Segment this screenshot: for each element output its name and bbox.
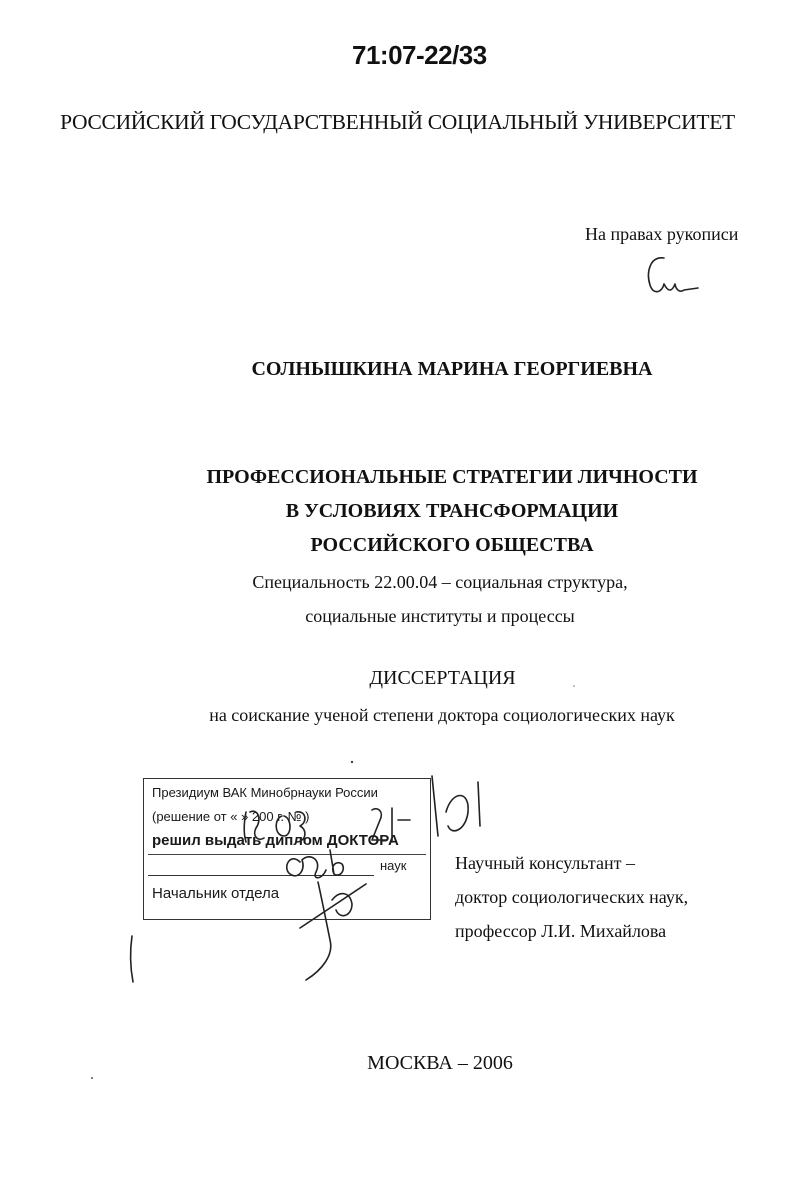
edge-numbers-handwriting: [432, 776, 480, 836]
stamp-line-head: Начальник отдела: [152, 885, 280, 902]
manuscript-note: На правах рукописи: [585, 224, 739, 244]
stamp-divider: [148, 854, 426, 855]
title-line: РОССИЙСКОГО ОБЩЕСТВА: [310, 534, 594, 556]
specialty-line: Специальность 22.00.04 – социальная структура,: [252, 572, 628, 592]
degree-line: на соискание ученой степени доктора социологических наук: [209, 705, 675, 725]
stamp-line-diploma: решил выдать диплом ДОКТОРА: [152, 832, 399, 849]
stamp-field-line: [148, 875, 374, 876]
specialty-line: социальные институты и процессы: [305, 606, 575, 626]
stamp-line-decision: (решение от « » 200 г. № ): [152, 809, 310, 824]
specialty: [0, 565, 795, 633]
ink-dot: [351, 761, 353, 763]
title-line: В УСЛОВИЯХ ТРАНСФОРМАЦИИ: [285, 500, 619, 522]
consultant-line: доктор социологических наук,: [455, 887, 689, 907]
margin-stroke: [131, 936, 133, 982]
consultant-line: Научный консультант –: [455, 853, 635, 873]
author-signature: [649, 258, 698, 292]
dissertation-title: [0, 460, 795, 562]
city-year: МОСКВА – 2006: [367, 1052, 513, 1074]
scientific-consultant: [455, 846, 688, 948]
author-name: СОЛНЫШКИНА МАРИНА ГЕОРГИЕВНА: [251, 358, 653, 380]
vak-stamp: [143, 778, 431, 920]
title-line: ПРОФЕССИОНАЛЬНЫЕ СТРАТЕГИИ ЛИЧНОСТИ: [206, 466, 698, 488]
university-name: РОССИЙСКИЙ ГОСУДАРСТВЕННЫЙ СОЦИАЛЬНЫЙ УНИВЕРСИТЕТ: [60, 110, 735, 134]
stamp-line-science: наук: [380, 858, 407, 873]
ink-dot: [91, 1077, 93, 1079]
document-type: ДИССЕРТАЦИЯ: [369, 667, 516, 689]
catalog-number: 71:07-22/33: [352, 40, 487, 70]
consultant-line: профессор Л.И. Михайлова: [455, 921, 667, 941]
stamp-line-presidium: Президиум ВАК Минобрнауки России: [152, 785, 378, 800]
